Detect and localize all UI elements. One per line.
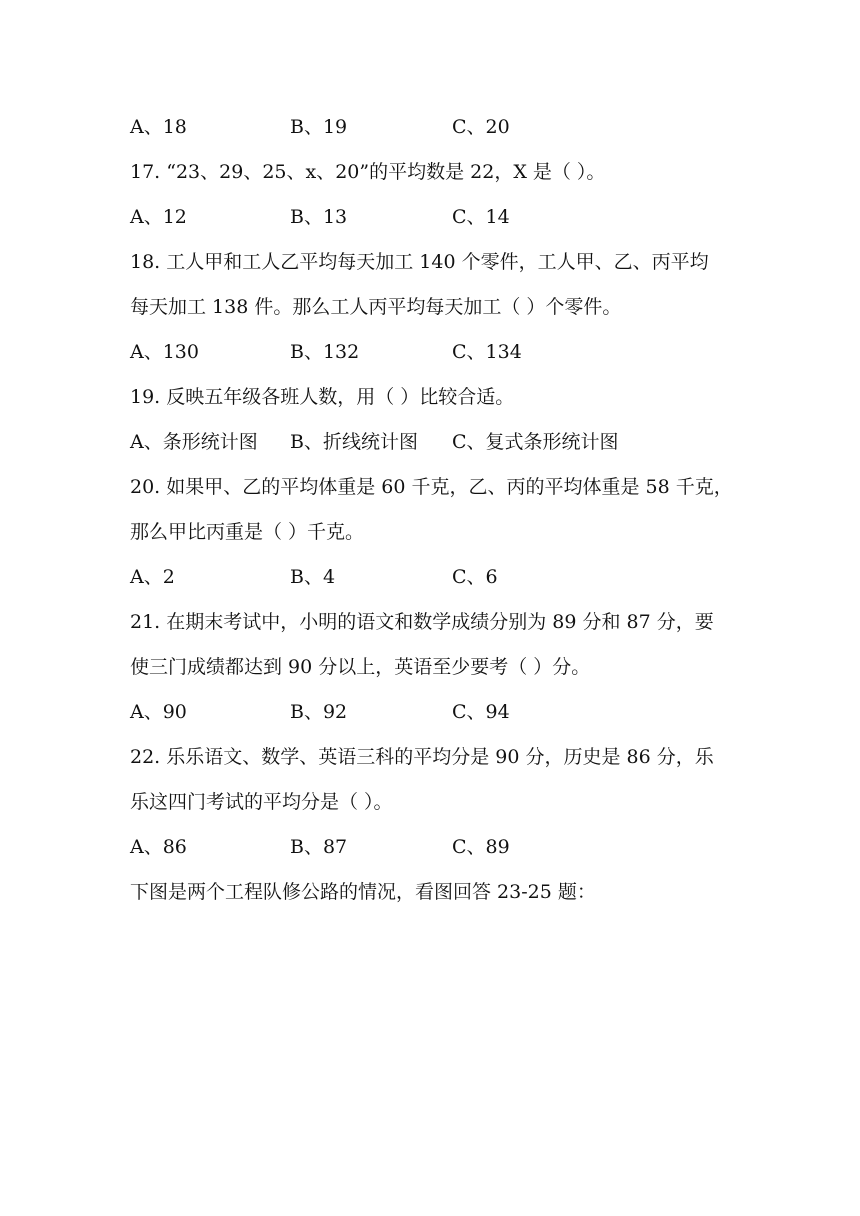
- q22-option-c: C、89: [452, 836, 510, 858]
- q18-option-a: A、130: [130, 341, 199, 363]
- q17-options: [130, 205, 730, 229]
- q16-option-c: C、20: [452, 116, 510, 138]
- q19-stem: 19. 反映五年级各班人数，用（ ）比较合适。: [130, 386, 515, 408]
- q20-options: [130, 565, 730, 589]
- q18-option-b: B、132: [290, 341, 360, 363]
- q22-option-a: A、86: [130, 836, 187, 858]
- intro-q23-25: 下图是两个工程队修公路的情况，看图回答 23-25 题：: [130, 881, 596, 903]
- q21-stem-line1: 21. 在期末考试中，小明的语文和数学成绩分别为 89 分和 87 分，要: [130, 611, 714, 633]
- q17-option-c: C、14: [452, 206, 510, 228]
- q22-option-b: B、87: [290, 836, 348, 858]
- q18-stem-line2: 每天加工 138 件。那么工人丙平均每天加工（ ）个零件。: [130, 296, 622, 318]
- q21-option-b: B、92: [290, 701, 348, 723]
- q21-option-c: C、94: [452, 701, 510, 723]
- q20-option-b: B、4: [290, 566, 336, 588]
- q22-options: [130, 835, 730, 859]
- q20-stem-line1: 20. 如果甲、乙的平均体重是 60 千克，乙、丙的平均体重是 58 千克，: [130, 476, 733, 498]
- q19-option-a: A、条形统计图: [130, 431, 258, 453]
- q20-option-c: C、6: [452, 566, 498, 588]
- q21-options: [130, 700, 730, 724]
- q16-options: [130, 115, 730, 139]
- q18-stem-line1: 18. 工人甲和工人乙平均每天加工 140 个零件，工人甲、乙、丙平均: [130, 251, 709, 273]
- q19-option-b: B、折线统计图: [290, 431, 418, 453]
- q18-option-c: C、134: [452, 341, 522, 363]
- q21-stem-line2: 使三门成绩都达到 90 分以上，英语至少要考（ ）分。: [130, 656, 591, 678]
- q17-option-b: B、13: [290, 206, 348, 228]
- q18-options: [130, 340, 730, 364]
- q16-option-a: A、18: [130, 116, 187, 138]
- q19-option-c: C、复式条形统计图: [452, 431, 619, 453]
- q20-stem-line2: 那么甲比丙重是（ ）千克。: [130, 521, 365, 543]
- q16-option-b: B、19: [290, 116, 348, 138]
- q22-stem-line2: 乐这四门考试的平均分是（ ）。: [130, 791, 393, 813]
- q17-stem: 17. “23、29、25、x、20”的平均数是 22，X 是（ ）。: [130, 161, 606, 183]
- q22-stem-line1: 22. 乐乐语文、数学、英语三科的平均分是 90 分，历史是 86 分，乐: [130, 746, 714, 768]
- q20-option-a: A、2: [130, 566, 175, 588]
- q17-option-a: A、12: [130, 206, 187, 228]
- q21-option-a: A、90: [130, 701, 187, 723]
- q19-options: [130, 430, 730, 454]
